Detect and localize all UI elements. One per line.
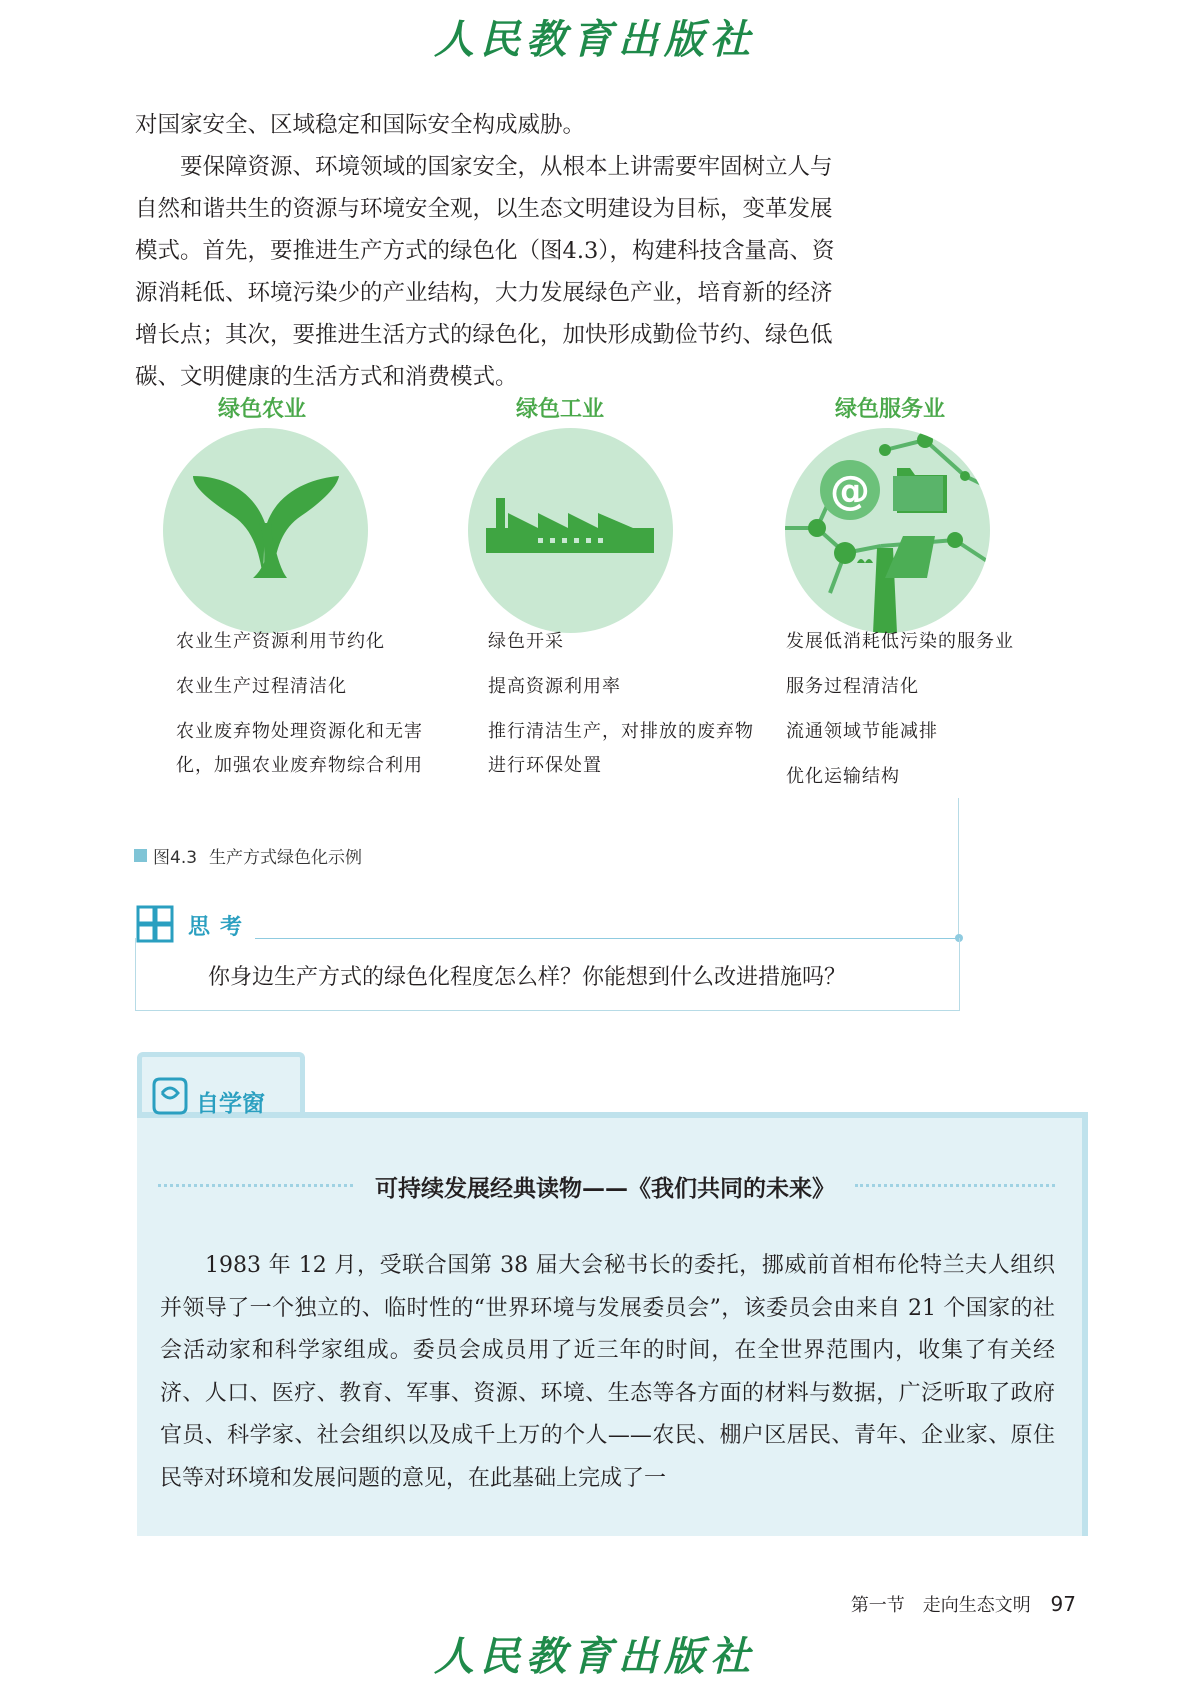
- list-item: 推行清洁生产，对排放的废弃物进行环保处置: [488, 721, 754, 776]
- think-title: 思考: [188, 915, 253, 940]
- column-list-agriculture: [176, 625, 456, 794]
- figure-caption: [134, 843, 362, 868]
- paragraph-1: 对国家安全、区域稳定和国际安全构成威胁。: [135, 112, 586, 138]
- column-title-service: 绿色服务业: [834, 397, 945, 422]
- list-item: 绿色开采: [488, 631, 564, 652]
- caption-marker: [134, 849, 147, 862]
- column-title-agriculture: 绿色农业: [217, 397, 306, 422]
- body-text: [135, 104, 835, 398]
- list-item: 发展低消耗低污染的服务业: [786, 631, 1014, 652]
- column-list-service: [786, 625, 1076, 805]
- self-study-title: 自学窗: [196, 1091, 265, 1117]
- dotted-rule-left: [158, 1184, 353, 1187]
- self-study-paragraph: 1983 年 12 月，受联合国第 38 届大会秘书长的委托，挪威前首相布伦特兰夫人组织并领导了一个独立的、临时性的“世界环境与发展委员会”，该委员会由来自 21 个国家的社会活动家和科学家组成。委员会成员用了近三年的时间，在全世界范围内，收集了有关经济、人口、医疗、教育、军事、资源、环境、生态等各方面的材料与数据，广泛听取了政府官员、科学家、社会组织以及成千上万的个人——农民、棚户区居民、青年、企业家、原住民等对环境和发展问题的意见，在此基础上完成了一: [160, 1253, 1055, 1491]
- publisher-footer: 人民教育出版社: [434, 1633, 756, 1680]
- column-title-industry: 绿色工业: [515, 397, 604, 422]
- publisher-header: 人民教育出版社: [434, 16, 756, 63]
- list-item: 农业生产资源利用节约化: [176, 631, 385, 652]
- section-label: 第一节 走向生态文明: [850, 1595, 1031, 1616]
- book-title: 可持续发展经典读物——《我们共同的未来》: [375, 1175, 835, 1202]
- paragraph-2: 要保障资源、环境领域的国家安全，从根本上讲需要牢固树立人与自然和谐共生的资源与环境安全观，以生态文明建设为目标，变革发展模式。首先，要推进生产方式的绿色化（图4.3），构建科技含量高、资源消耗低、环境污染少的产业结构，大力发展绿色产业，培育新的经济增长点；其次，要推进生活方式的绿色化，加快形成勤俭节约、绿色低碳、文明健康的生活方式和消费模式。: [135, 154, 835, 390]
- caption-text: 生产方式绿色化示例: [209, 848, 363, 868]
- factory-icon: [468, 428, 673, 633]
- sprout-icon: [163, 428, 368, 633]
- think-question: 你身边生产方式的绿色化程度怎么样？你能想到什么改进措施吗？: [208, 965, 847, 990]
- divider: [958, 798, 959, 938]
- list-item: 优化运输结构: [786, 766, 900, 787]
- self-study-icon: [150, 1073, 190, 1121]
- column-list-industry: [488, 625, 758, 794]
- caption-number: 图4.3: [153, 848, 198, 868]
- page-footer: [851, 1591, 1076, 1617]
- list-item: 流通领域节能减排: [786, 721, 938, 742]
- list-item: 提高资源利用率: [488, 676, 621, 697]
- page-number: 97: [1050, 1592, 1076, 1616]
- list-item: 服务过程清洁化: [786, 676, 919, 697]
- list-item: 农业生产过程清洁化: [176, 676, 347, 697]
- list-item: 农业废弃物处理资源化和无害化，加强农业废弃物综合利用: [176, 721, 423, 776]
- svg-text:@: @: [830, 468, 870, 514]
- network-icon: [785, 428, 990, 633]
- dotted-rule-right: [855, 1184, 1055, 1187]
- self-study-text: [160, 1245, 1055, 1500]
